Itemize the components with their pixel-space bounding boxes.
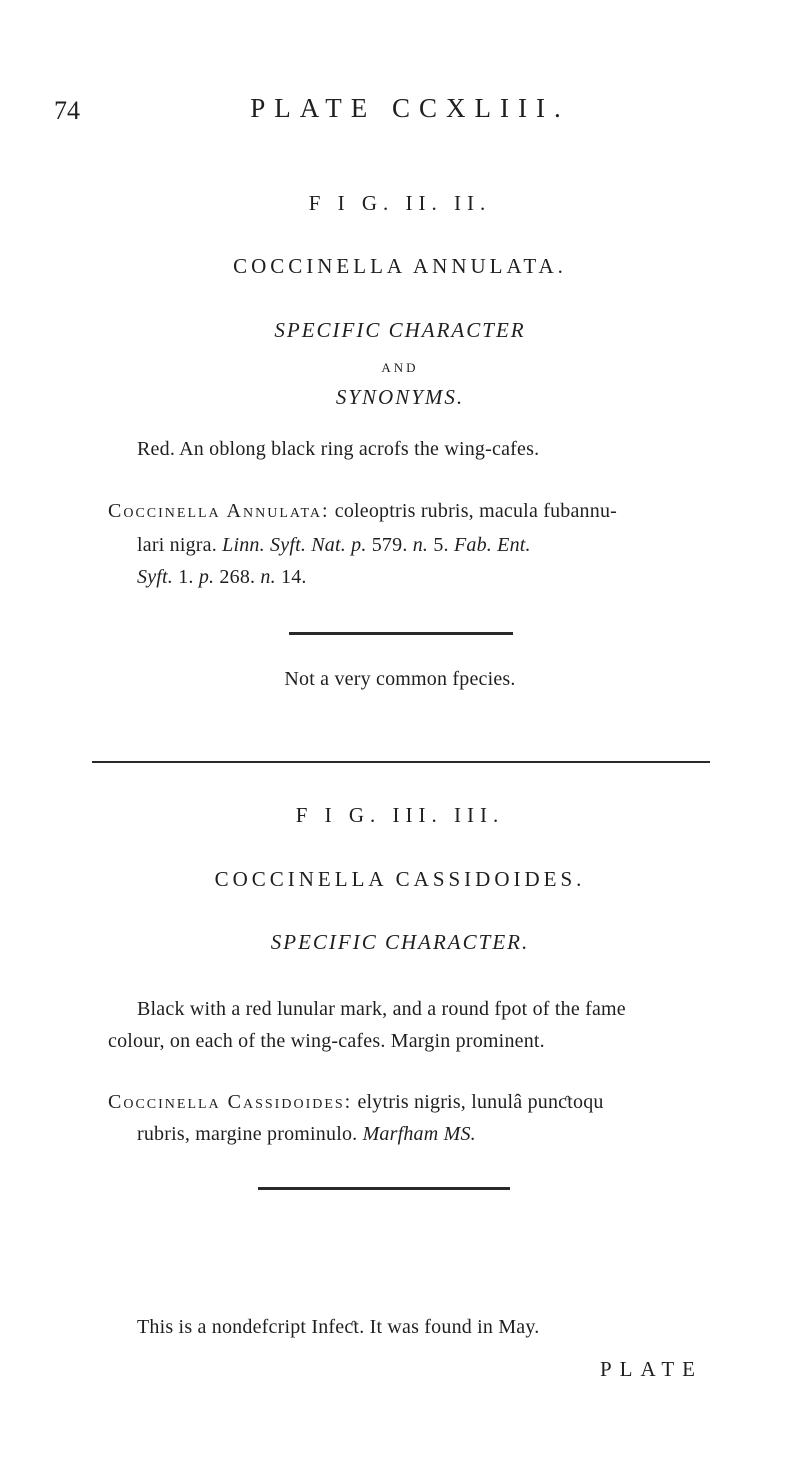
fig3-synonym-name: Coccinella Cassidoides:	[108, 1091, 353, 1113]
fig3-synonym-line-2	[137, 1123, 476, 1146]
fig2-synonym-line-1	[108, 500, 617, 523]
fig3-synonym-text-2: rubris, margine prominulo.	[137, 1123, 363, 1145]
fig2-ref-fab: Fab. Ent.	[453, 534, 531, 556]
fig2-heading-synonyms: SYNONYMS.	[335, 385, 465, 409]
fig2-heading-specific-character: SPECIFIC CHARACTER	[274, 318, 526, 342]
fig3-note: This is a nondefcript Infeƈt. It was found in May.	[137, 1316, 540, 1338]
fig2-short-rule	[289, 632, 513, 635]
fig2-ref-p: p.	[198, 566, 215, 588]
fig2-ref-n2: n.	[260, 566, 276, 588]
fig3-heading-specific-character: SPECIFIC CHARACTER.	[270, 930, 530, 954]
fig2-heading-and: AND	[381, 360, 419, 375]
fig2-ref-n1-num: 5.	[428, 534, 454, 556]
fig3-ref-marsham: Marfham MS.	[362, 1123, 476, 1145]
fig2-ref-p-num: 268.	[214, 566, 261, 588]
fig2-ref-linn: Linn. Syft. Nat. p.	[222, 534, 367, 556]
fig2-ref-syst-rest: 1.	[173, 566, 199, 588]
fig3-synonym-text-1: elytris nigris, lunulâ punƈtoqu	[352, 1091, 604, 1113]
section-divider	[92, 761, 710, 763]
fig2-ref-n1: n.	[412, 534, 429, 556]
fig2-synonym-line-2	[137, 534, 531, 557]
fig3-short-rule	[258, 1187, 510, 1190]
fig2-synonym-name: Coccinella Annulata:	[108, 500, 330, 522]
fig2-synonym-line-3	[137, 566, 307, 589]
fig2-description: Red. An oblong black ring acrofs the wing-cafes.	[137, 438, 540, 460]
fig2-ref-linn-num: 579.	[366, 534, 413, 556]
page-number: 74	[54, 96, 80, 125]
fig2-note: Not a very common fpecies.	[284, 668, 516, 690]
fig2-synonym-text-2: lari nigra.	[137, 534, 223, 556]
fig3-description-line-2: colour, on each of the wing-cafes. Margin prominent.	[108, 1030, 545, 1052]
fig2-synonym-text-1: coleoptris rubris, macula fubannu-	[329, 500, 618, 522]
fig3-description-line-1: Black with a red lunular mark, and a round fpot of the fame	[137, 998, 626, 1020]
fig2-ref-n2-num: 14.	[275, 566, 307, 588]
fig2-species-name: COCCINELLA ANNULATA.	[233, 254, 567, 278]
plate-title: PLATE CCXLIII.	[250, 93, 570, 123]
fig2-label: F I G. II. II.	[308, 191, 492, 215]
fig3-label: F I G. III. III.	[295, 803, 505, 827]
fig3-synonym-line-1	[108, 1091, 604, 1114]
fig2-ref-syst: Syft.	[137, 566, 173, 588]
catchword: PLATE	[600, 1357, 703, 1381]
fig3-species-name: COCCINELLA CASSIDOIDES.	[214, 867, 586, 891]
